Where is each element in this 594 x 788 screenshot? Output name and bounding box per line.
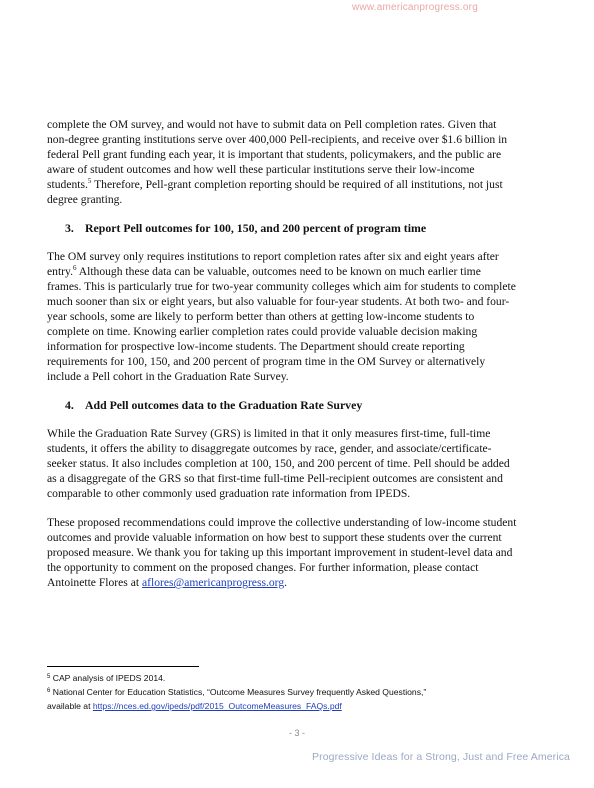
- footnote-6-continuation: [47, 699, 547, 713]
- footnotes: [47, 671, 547, 713]
- intro-text-b: Therefore, Pell-grant completion reporting should be required of all institutions, not just degree granting.: [47, 178, 503, 206]
- intro-text-a: complete the OM survey, and would not have to submit data on Pell completion rates. Given that non-degree granting institutions serve over 400,000 Pell-recipients, and receive over $1.6 billion in federal Pell grant funding each year, it is important that students, policymakers, and the public are aware of student outcomes and how well these particular institutions serve their low-income students.: [47, 118, 508, 191]
- header-url: www.americanprogress.org: [352, 2, 478, 13]
- section-3-heading: [47, 221, 517, 236]
- footnote-6-text: National Center for Education Statistics, “Outcome Measures Survey frequently Asked Questions,”: [50, 687, 427, 697]
- footnote-6-link[interactable]: https://nces.ed.gov/ipeds/pdf/2015_OutcomeMeasures_FAQs.pdf: [92, 701, 342, 711]
- closing-paragraph: [47, 515, 517, 590]
- paragraph-gap: [47, 501, 517, 515]
- intro-paragraph: [47, 117, 517, 207]
- page-number: - 3 -: [288, 728, 305, 738]
- section-4-number: 4.: [65, 398, 74, 412]
- section-3-title: Report Pell outcomes for 100, 150, and 200 percent of program time: [85, 221, 427, 235]
- section-3-paragraph: [47, 249, 517, 384]
- footnote-5-marker: 5: [47, 674, 51, 680]
- section-3-number: 3.: [65, 221, 74, 235]
- footnote-5: [47, 671, 547, 685]
- section-4-title: Add Pell outcomes data to the Graduation Rate Survey: [85, 398, 363, 412]
- section-3-text-b: Although these data can be valuable, outcomes need to be known on much earlier time frames. This is particularly true for two-year community colleges which aim for students to complete much sooner than six or eight years, but also valuable for four-year students. At both two- and four-year schools, some are likely to perform better than others at getting low-income students to complete on time. Knowing earlier completion rates could provide valuable decision making information for prospective low-income students. The Department should create reporting requirements for 100, 150, and 200 percent of program time in the OM Survey or alternatively include a Pell cohort in the Graduation Rate Survey.: [47, 265, 516, 383]
- footnote-5-text: CAP analysis of IPEDS 2014.: [50, 673, 166, 683]
- footer-tagline: Progressive Ideas for a Strong, Just and Free America: [312, 751, 571, 763]
- footnote-ref-5[interactable]: 5: [87, 177, 92, 185]
- footnote-ref-6[interactable]: 6: [72, 264, 77, 272]
- footnote-divider: [47, 666, 199, 667]
- section-4-heading: [47, 398, 517, 413]
- footnote-6-available-at: available at: [47, 701, 93, 711]
- document-body: [47, 117, 517, 590]
- footnote-6-marker: 6: [47, 688, 51, 694]
- closing-text: These proposed recommendations could improve the collective understanding of low-income student outcomes and provide valuable information on how best to support these students over the current proposed measure. We thank you for taking up this important improvement in student-level data and the opportunity to comment on the proposed changes. For further information, please contact Antoinette Flores at: [47, 516, 517, 589]
- footnote-6: [47, 685, 547, 699]
- section-4-paragraph: While the Graduation Rate Survey (GRS) is limited in that it only measures first-time, full-time students, it offers the ability to disaggregate outcomes by race, gender, and associate/certificate-seeker status. It also includes completion at 100, 150, and 200 percent of time. Pell should be added as a disaggregate of the GRS so that first-time full-time Pell-recipient outcomes are consistent and comparable to other commonly used graduation rate information from IPEDS.: [47, 427, 510, 500]
- contact-email-link[interactable]: aflores@americanprogress.org: [142, 576, 285, 589]
- section-3-text-a: The OM survey only requires institutions to report completion rates after six and eight years after entry.: [47, 250, 499, 278]
- closing-end: .: [284, 576, 288, 589]
